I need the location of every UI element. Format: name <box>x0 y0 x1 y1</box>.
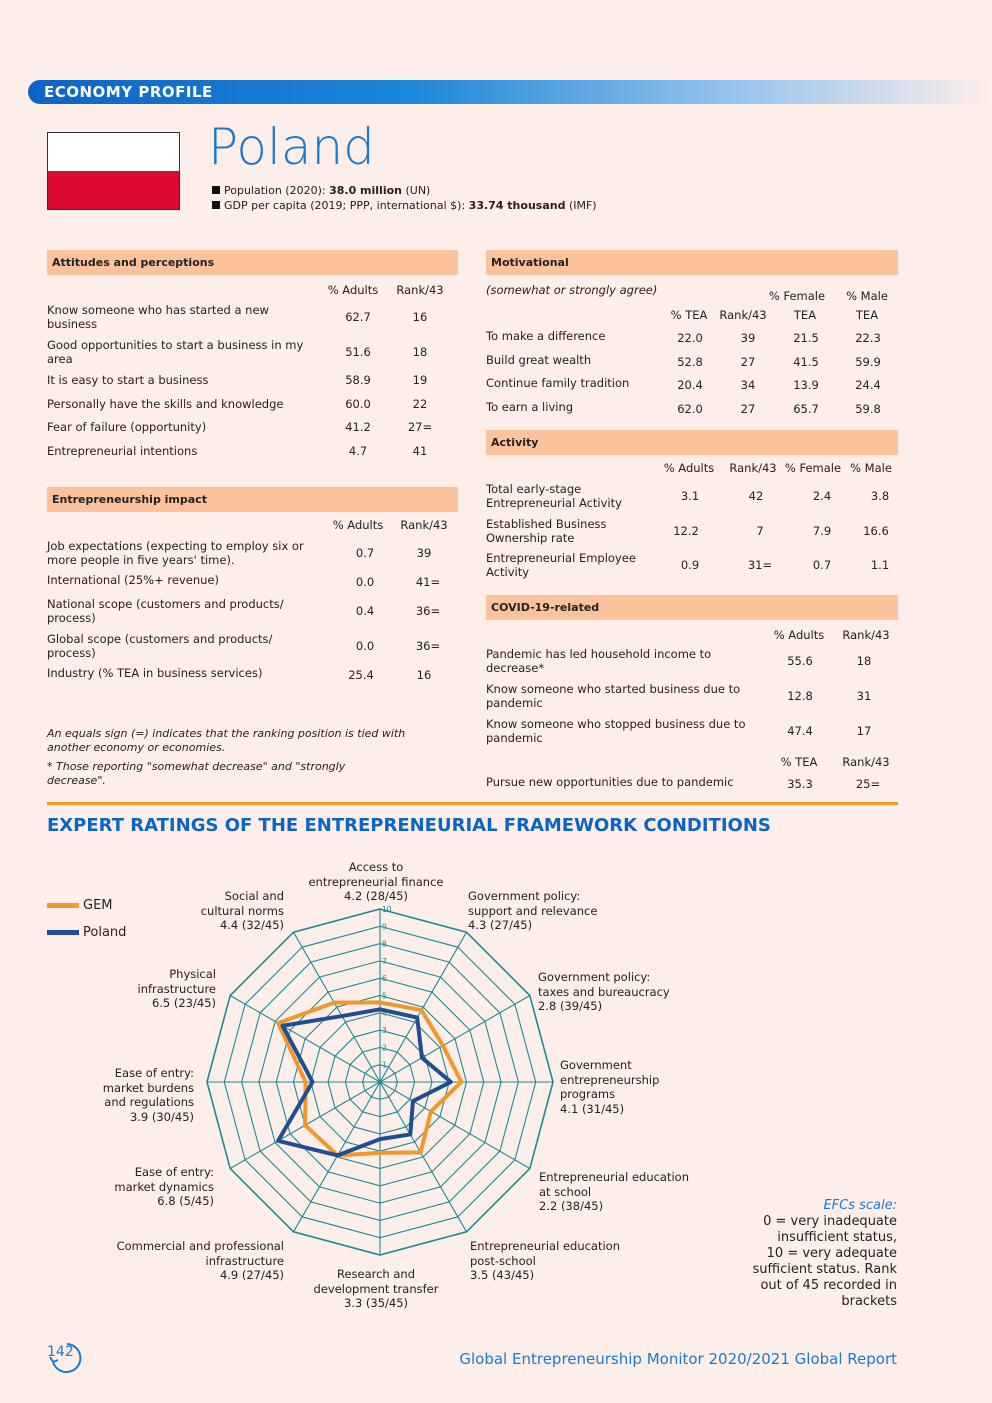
scale-line: brackets <box>841 1294 897 1309</box>
tick-label: 4 <box>382 1008 387 1018</box>
scale-line: out of 45 recorded in <box>760 1278 897 1293</box>
activity-header: Activity <box>486 430 898 455</box>
gem-series-line <box>278 1002 461 1155</box>
tick-label: 2 <box>382 1043 387 1053</box>
population-fact: Population (2020): 38.0 million (UN) <box>212 183 597 198</box>
efcs-scale-note <box>753 1198 898 1310</box>
radar-axis-label: Entrepreneurial education post-school 3.5 (43/45) <box>470 1239 620 1282</box>
radar-axis-label: Social and cultural norms 4.4 (32/45) <box>200 889 284 932</box>
scale-line: 0 = very inadequate <box>763 1214 897 1229</box>
attitudes-header: Attitudes and perceptions <box>47 250 458 275</box>
tick-label: 10 <box>382 905 392 914</box>
motivational-section: Motivational (somewhat or strongly agree) % Female % Male % TEA Rank/43 TEA TEA To make a difference 22.0 39 21.5 22.3 Build great wealth 52.8 27 41.5 59.9 Continue family tradition 20.4 34 13.9 24.4 To earn a living 62.0 27 65.7 59.8 <box>486 250 898 420</box>
tick-label: 5 <box>382 991 387 1001</box>
col-header: % Male <box>850 461 892 475</box>
tick-label: 1 <box>382 1060 387 1070</box>
covid-header: COVID-19-related <box>486 595 898 620</box>
col-header: Rank/43 <box>729 461 777 475</box>
radar-axis-label: Ease of entry: market burdens and regulations 3.9 (30/45) <box>102 1066 194 1124</box>
impact-header: Entrepreneurship impact <box>47 487 458 512</box>
col-header: % Male <box>846 289 888 303</box>
legend-poland: Poland <box>47 925 126 940</box>
tick-label: 7 <box>382 956 387 966</box>
footer-title: Global Entrepreneurship Monitor 2020/2021 Global Report <box>459 1350 897 1368</box>
activity-section: Activity % Adults Rank/43 % Female % Male Total early-stage Entrepreneurial Activity 3.1 42 2.4 3.8 Established Business Ownership rate 12.2 7 7.9 16.6 Entrepreneurial Employee Activity 0.9 31= 0.7 1.1 <box>486 430 898 585</box>
radar-axis-label: Commercial and professional infrastructure 4.9 (27/45) <box>116 1239 284 1282</box>
expert-ratings-title: EXPERT RATINGS OF THE ENTREPRENEURIAL FRAMEWORK CONDITIONS <box>47 815 771 836</box>
col-header: % TEA <box>780 755 818 769</box>
col-header: % Adults <box>327 283 379 297</box>
col-header: TEA <box>855 308 879 322</box>
scale-title: EFCs scale: <box>823 1198 897 1213</box>
radar-axis-label: Government entrepreneurship programs 4.1 (31/45) <box>560 1058 660 1116</box>
country-title: Poland <box>208 118 375 176</box>
col-header: Rank/43 <box>719 308 767 322</box>
legend-gem: GEM <box>47 898 113 913</box>
col-header: Rank/43 <box>396 283 444 297</box>
radar-axis-label: Government policy: taxes and bureaucracy 2.8 (39/45) <box>538 970 670 1013</box>
col-header: % TEA <box>670 308 708 322</box>
col-header: Rank/43 <box>842 628 890 642</box>
radar-axis-label: Access to entrepreneurial finance 4.2 (28/45) <box>308 860 444 903</box>
page-number: 142 <box>47 1344 74 1360</box>
radar-axis-label: Physical infrastructure 6.5 (23/45) <box>137 967 216 1010</box>
motivational-subtitle: (somewhat or strongly agree) <box>486 283 658 297</box>
col-header: % Adults <box>663 461 715 475</box>
col-header: Rank/43 <box>842 755 890 769</box>
tick-label: 9 <box>382 922 387 932</box>
equals-note: An equals sign (=) indicates that the ranking position is tied with another economy or economies. <box>47 727 406 754</box>
radar-axis-label: Entrepreneurial education at school 2.2 (38/45) <box>539 1170 689 1213</box>
radar-axis-label: Ease of entry: market dynamics 6.8 (5/45) <box>114 1165 214 1208</box>
tick-label: 6 <box>382 974 387 984</box>
scale-line: sufficient status. Rank <box>752 1262 897 1277</box>
col-header: % Adults <box>332 518 384 532</box>
radar-axis-label: Research and development transfer 3.3 (35/45) <box>313 1267 439 1310</box>
covid-section: COVID-19-related % Adults Rank/43 Pandemic has led household income to decrease* 55.6 18 Know someone who started business due to pandemic 12.8 31 Know someone who stopped business due to pandemic 47.4 17 % TEA Rank/43 Pursue new opportunities due to pandemic 35.3 25= <box>486 595 898 795</box>
col-header: % Female <box>768 289 826 303</box>
col-header: % Female <box>784 461 842 475</box>
tick-label: 8 <box>382 939 387 949</box>
motivational-header: Motivational <box>486 250 898 275</box>
col-header: Rank/43 <box>400 518 448 532</box>
impact-section: Entrepreneurship impact % Adults Rank/43 Job expectations (expecting to employ six or more people in five years' time). 0.7 39 International (25%+ revenue) 0.0 41= National scope (customers and products/ process) 0.4 36= Global scope (customers and products/ process) 0.0 36= Industry (% TEA in business services) 25.4 16 <box>47 487 458 687</box>
scale-line: insufficient status, <box>777 1230 897 1245</box>
gdp-fact: GDP per capita (2019; PPP, international $): 33.74 thousand (IMF) <box>212 198 597 213</box>
banner-title: ECONOMY PROFILE <box>44 83 213 101</box>
asterisk-note: * Those reporting "somewhat decrease" and "strongly decrease". <box>47 760 346 787</box>
tick-label: 3 <box>382 1026 387 1036</box>
radar-axis-label: Government policy: support and relevance 4.3 (27/45) <box>468 889 598 932</box>
scale-line: 10 = very adequate <box>766 1246 897 1261</box>
col-header: % Adults <box>773 628 825 642</box>
attitudes-section: Attitudes and perceptions % Adults Rank/43 Know someone who has started a new business 62.7 16 Good opportunities to start a business in my area 51.6 18 It is easy to start a business 58.9 19 Personally have the skills and knowledge 60.0 22 Fear of failure (opportunity) 41.2 27= Entrepreneurial intentions 4.7 41 <box>47 250 458 465</box>
col-header: TEA <box>793 308 817 322</box>
